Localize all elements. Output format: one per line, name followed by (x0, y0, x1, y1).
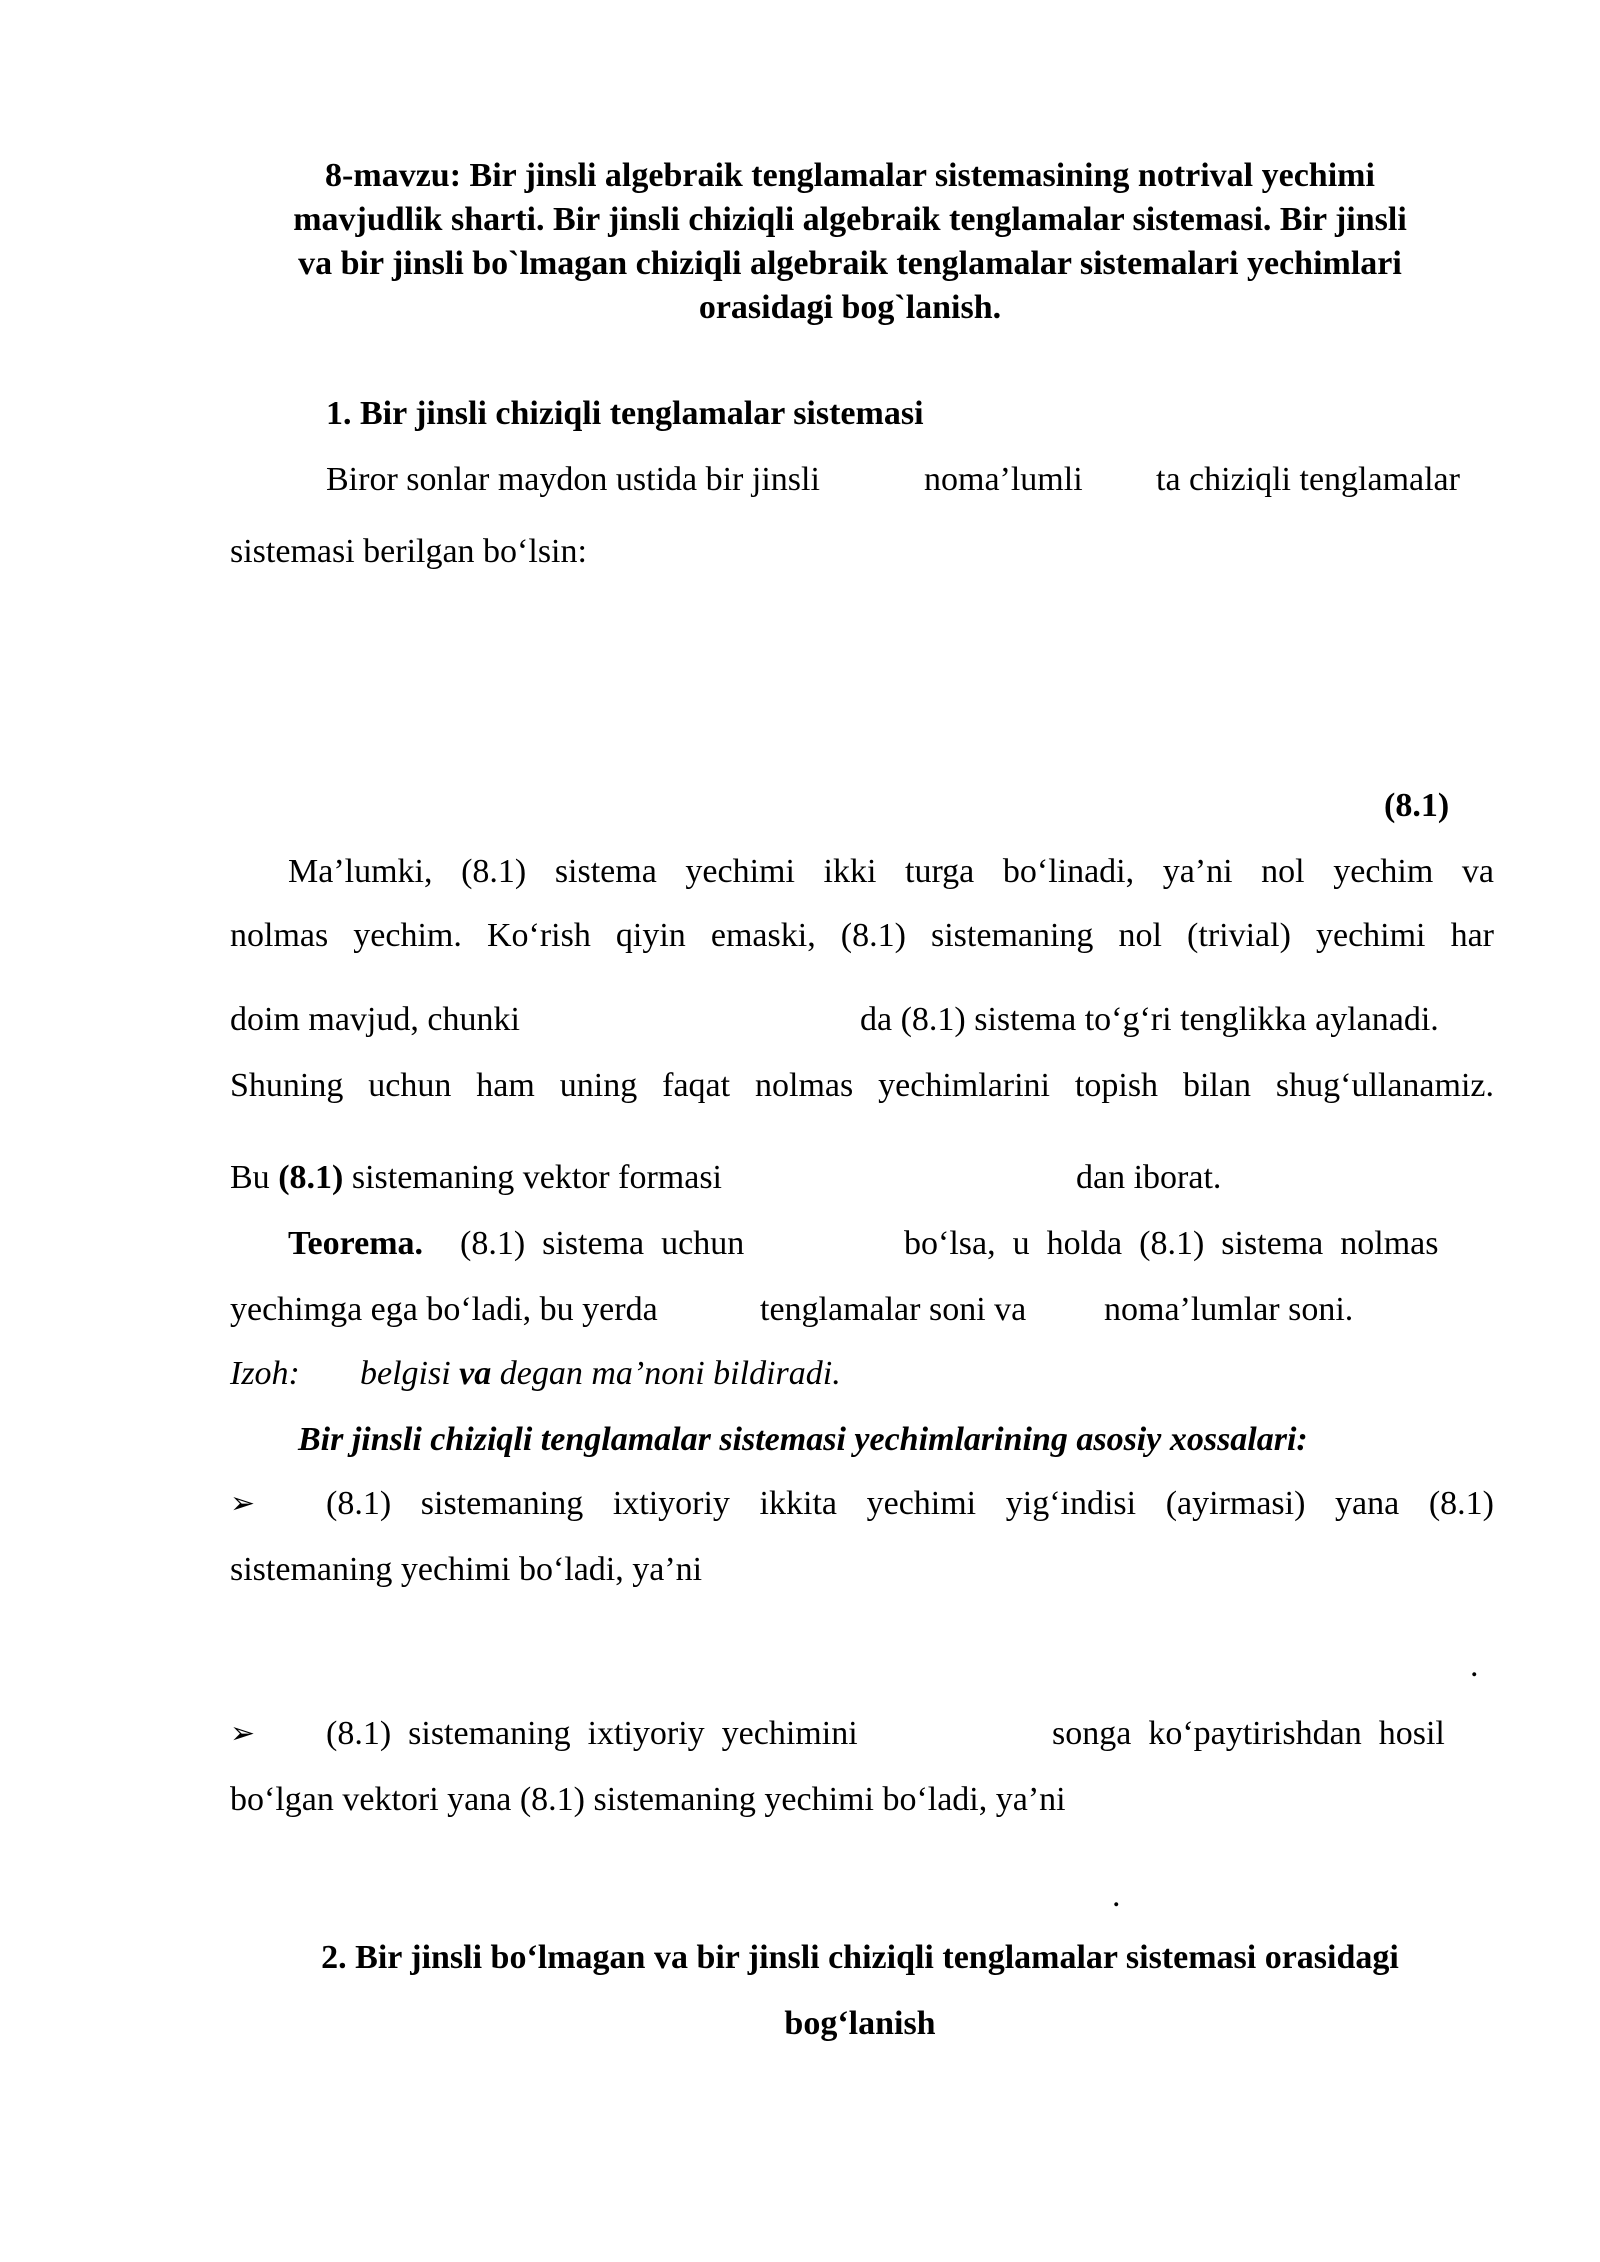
para3-line (230, 1158, 722, 1198)
para3-part-d: dan iborat. (1076, 1159, 1222, 1196)
property-2-part-a: (8.1) sistemaning ixtiyoriy yechimini (326, 1715, 858, 1752)
property-2-line-2: bo‘lgan vektori yana (8.1) sistemaning yechimi bo‘ladi, ya’ni (230, 1781, 1066, 1818)
title-line-4: orasidagi bog`lanish. (698, 289, 1002, 326)
title-line-3: va bir jinsli bo`lmagan chiziqli algebraik tenglamalar sistemalari yechimlari (298, 245, 1402, 282)
note-part-b: belgisi (360, 1355, 460, 1392)
section-2-heading-line-2: bog‘lanish (784, 2005, 936, 2042)
property-1-dot: . (1470, 1647, 1479, 1684)
para1-line-2: sistemasi berilgan bo‘lsin: (230, 533, 587, 570)
title-line-1: 8-mavzu: Bir jinsli algebraik tenglamalar sistemasining notrival yechimi (325, 157, 1375, 194)
para1-part-c: ta chiziqli tenglamalar (1156, 461, 1460, 498)
theorem-line-2-a: yechimga ega bo‘ladi, bu yerda (230, 1291, 658, 1328)
property-2-part-b: songa ko‘paytirishdan hosil (1052, 1715, 1445, 1752)
para2-line-3-b: da (8.1) sistema to‘g‘ri tenglikka aylanadi. (860, 1001, 1439, 1038)
section-2-heading-line-1: 2. Bir jinsli bo‘lmagan va bir jinsli chiziqli tenglamalar sistemasi orasidagi (321, 1939, 1399, 1976)
note-text (360, 1354, 841, 1394)
para1-part-b: noma’lumli (924, 461, 1083, 498)
para3-part-a: Bu (230, 1159, 279, 1196)
theorem-part-c: bo‘lsa, u holda (8.1) sistema nolmas (904, 1225, 1439, 1262)
para2-line-3-a: doim mavjud, chunki (230, 1001, 520, 1038)
para2-line-1: Ma’lumki, (8.1) sistema yechimi ikki turga bo‘linadi, ya’ni nol yechim va (288, 853, 1494, 890)
bullet-arrow-icon: ➢ (230, 1717, 256, 1750)
note-va: va (459, 1355, 492, 1392)
note-part-d: degan ma’noni bildiradi. (491, 1355, 841, 1392)
theorem-line-2-b: tenglamalar soni va (760, 1291, 1027, 1328)
para2-line-4: Shuning uchun ham uning faqat nolmas yechimlarini topish bilan shug‘ullanamiz. (230, 1067, 1494, 1104)
para3-part-c: sistemaning vektor formasi (343, 1159, 722, 1196)
property-1-line-1: (8.1) sistemaning ixtiyoriy ikkita yechimi yig‘indisi (ayirmasi) yana (8.1) (326, 1485, 1494, 1522)
note-label: Izoh: (230, 1355, 300, 1392)
theorem-label: Teorema. (288, 1225, 424, 1262)
equation-label: (8.1) (1384, 787, 1450, 824)
property-2-dot: . (1112, 1877, 1121, 1914)
theorem-line-2-c: noma’lumlar soni. (1104, 1291, 1354, 1328)
bullet-arrow-icon: ➢ (230, 1487, 256, 1520)
section-1-heading: 1. Bir jinsli chiziqli tenglamalar sistemasi (326, 395, 924, 432)
properties-heading: Bir jinsli chiziqli tenglamalar sistemasi yechimlarining asosiy xossalari: (298, 1421, 1308, 1458)
title-line-2: mavjudlik sharti. Bir jinsli chiziqli algebraik tenglamalar sistemasi. Bir jinsli (293, 201, 1407, 238)
para2-line-2: nolmas yechim. Ko‘rish qiyin emaski, (8.1) sistemaning nol (trivial) yechimi har (230, 917, 1494, 954)
property-1-line-2: sistemaning yechimi bo‘ladi, ya’ni (230, 1551, 703, 1588)
para1-part-a: Biror sonlar maydon ustida bir jinsli (326, 461, 820, 498)
para3-ref: (8.1) (278, 1159, 344, 1196)
theorem-part-b: (8.1) sistema uchun (460, 1225, 745, 1262)
